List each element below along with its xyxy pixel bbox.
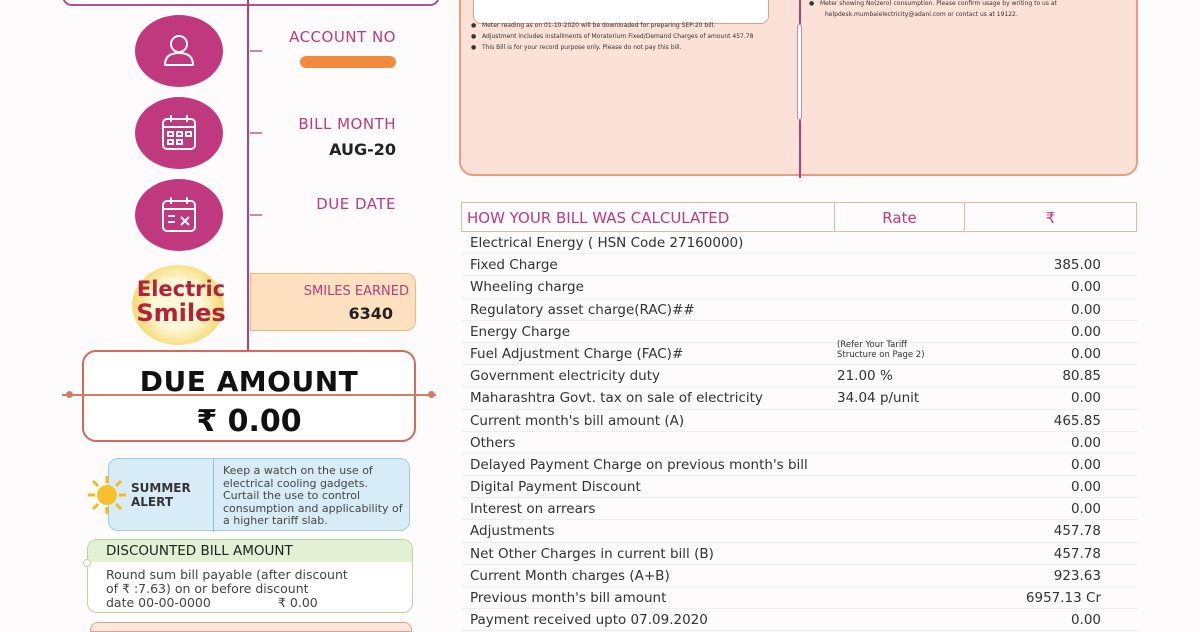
smiles-logo-line1: Electric — [136, 277, 226, 301]
table-row — [461, 609, 1137, 631]
row-label: Others — [470, 434, 516, 451]
note-3: This Bill is for your record purpose only. Please do not pay this bill. — [481, 44, 682, 51]
row-label: Previous month's bill amount — [470, 590, 667, 606]
header-description: HOW YOUR BILL WAS CALCULATED — [462, 203, 835, 231]
discounted-bill-box — [87, 539, 413, 613]
divider-dot — [66, 391, 73, 398]
table-row — [461, 276, 1137, 298]
row-amount: 80.85 — [1062, 368, 1101, 385]
row-label: Current Month charges (A+B) — [470, 567, 670, 584]
electric-smiles-logo — [120, 265, 235, 345]
notes-left: ● Meter reading as on 01-10-2020 will be downloaded for preparing SEP-20 bill. ● Adjustment includes installments of Moratorium Fixed/Demand Charges of amount 457.78 ● This Bill is for your record purpose only. Please do not pay this bill. — [471, 22, 754, 51]
table-body — [461, 232, 1137, 631]
table-row — [461, 365, 1137, 387]
smiles-logo-line2: Smiles — [136, 299, 226, 327]
due-amount-title: DUE AMOUNT — [139, 365, 359, 398]
row-label: Government electricity duty — [470, 368, 661, 385]
table-row — [461, 432, 1137, 454]
table-row — [461, 520, 1137, 542]
note-2: Adjustment includes installments of Moratorium Fixed/Demand Charges of amount 457.78 — [481, 33, 754, 40]
table-row — [461, 232, 1137, 254]
divider-dot — [83, 559, 91, 567]
row-label: Regulatory asset charge(RAC)## — [470, 301, 695, 318]
discounted-line1: Round sum bill payable (after discount — [106, 567, 348, 582]
row-amount: 0.00 — [1070, 479, 1101, 496]
row-amount: 0.00 — [1070, 501, 1101, 518]
table-row — [461, 476, 1137, 498]
timeline-line — [247, 0, 249, 352]
sun-icon — [87, 475, 127, 515]
bill-calculation-table — [461, 202, 1137, 631]
table-row — [461, 543, 1137, 565]
calendar-icon — [157, 111, 201, 155]
summer-alert-divider — [213, 459, 214, 532]
row-label: Energy Charge — [470, 323, 570, 340]
row-amount: 0.00 — [1070, 323, 1101, 340]
note-right-2: helpdesk.mumbaielectricity@adani.com or contact us at 19122. — [825, 11, 1018, 18]
row-amount: 457.78 — [1053, 545, 1101, 562]
table-row — [461, 410, 1137, 432]
tick — [250, 214, 262, 216]
next-section-edge — [90, 622, 412, 632]
note-right-1: Meter showing No(zero) consumption. Please confirm usage by writing to us at — [819, 0, 1057, 7]
top-frame-edge — [62, 0, 440, 6]
row-label: Interest on arrears — [470, 501, 596, 518]
due-date-circle — [135, 179, 223, 251]
divider-dot — [428, 391, 435, 398]
bill-month-value: AUG-20 — [329, 140, 396, 159]
tick — [250, 50, 262, 52]
table-row — [461, 254, 1137, 276]
table-row — [461, 339, 1137, 365]
row-amount: 0.00 — [1070, 301, 1101, 318]
table-header — [461, 202, 1137, 232]
row-label: Current month's bill amount (A) — [470, 412, 685, 429]
row-label: Fuel Adjustment Charge (FAC)# — [470, 345, 684, 362]
calendar-cancel-icon — [157, 193, 201, 237]
summer-alert-title — [131, 481, 191, 509]
smiles-earned-label: SMILES EARNED — [303, 284, 409, 299]
discounted-bill-title: DISCOUNTED BILL AMOUNT — [88, 540, 412, 562]
row-label: Adjustments — [470, 523, 555, 540]
user-icon — [157, 29, 201, 73]
row-amount: 0.00 — [1070, 456, 1101, 473]
smiles-earned-value: 6340 — [348, 304, 393, 323]
row-amount: 923.63 — [1053, 567, 1101, 584]
row-label: Maharashtra Govt. tax on sale of electricity — [470, 390, 763, 407]
row-label: Digital Payment Discount — [470, 479, 641, 496]
row-amount: 0.00 — [1070, 612, 1101, 629]
summer-alert-title-line1: SUMMER — [131, 481, 191, 495]
account-number-redacted — [300, 56, 396, 68]
bill-notes-panel — [459, 0, 1138, 176]
row-rate: 21.00 % — [837, 368, 893, 385]
table-row — [461, 299, 1137, 321]
row-amount: 0.00 — [1070, 390, 1101, 407]
header-amount: ₹ — [1045, 209, 1056, 227]
row-label: Delayed Payment Charge on previous month's bill — [470, 456, 808, 473]
smiles-earned-box — [250, 273, 416, 331]
row-amount: 6957.13 Cr — [1025, 590, 1101, 606]
row-amount: 0.00 — [1070, 279, 1101, 296]
bill-month-label: BILL MONTH — [298, 115, 396, 133]
summer-alert-box — [108, 458, 410, 531]
panel-scrollbar[interactable] — [797, 24, 802, 120]
account-circle — [135, 15, 223, 87]
account-label: ACCOUNT NO — [289, 28, 396, 46]
table-row — [461, 454, 1137, 476]
table-row — [461, 498, 1137, 520]
table-row — [461, 587, 1137, 609]
row-rate: (Refer Your Tariff Structure on Page 2) — [837, 339, 925, 360]
row-label: Net Other Charges in current bill (B) — [470, 545, 714, 562]
bill-month-circle — [135, 97, 223, 169]
row-rate: 34.04 p/unit — [837, 390, 920, 407]
header-rate: Rate — [835, 203, 965, 231]
notes-right: ● Meter showing No(zero) consumption. Please confirm usage by writing to us at helpdesk.mumbaielectricity@adani.com or contact us at 19122. — [809, 0, 1057, 18]
row-label: Fixed Charge — [470, 257, 558, 274]
row-amount: 465.85 — [1053, 412, 1101, 429]
row-label: Electrical Energy ( HSN Code 27160000) — [470, 235, 744, 251]
discounted-amount: ₹ 0.00 — [278, 595, 318, 610]
table-row — [461, 565, 1137, 587]
summer-alert-title-line2: ALERT — [131, 495, 174, 509]
discounted-line2: of ₹ :7.63) on or before discount — [106, 581, 309, 596]
discounted-date: date 00-00-0000 — [106, 595, 211, 610]
row-amount: 385.00 — [1053, 257, 1101, 274]
note-1: Meter reading as on 01-10-2020 will be downloaded for preparing SEP-20 bill. — [481, 22, 716, 29]
row-amount: 457.78 — [1053, 523, 1101, 540]
row-amount: 0.00 — [1070, 345, 1101, 362]
tick — [250, 132, 262, 134]
due-amount-value: ₹ 0.00 — [196, 404, 302, 439]
summer-alert-text: Keep a watch on the use of electrical cooling gadgets. Curtail the use to control consumption and applicability of a higher tariff slab. — [223, 464, 403, 527]
table-row — [461, 321, 1137, 343]
due-date-label: DUE DATE — [316, 195, 396, 213]
row-label: Wheeling charge — [470, 279, 584, 296]
row-label: Payment received upto 07.09.2020 — [470, 612, 708, 629]
row-amount: 0.00 — [1070, 434, 1101, 451]
table-row — [461, 387, 1137, 409]
